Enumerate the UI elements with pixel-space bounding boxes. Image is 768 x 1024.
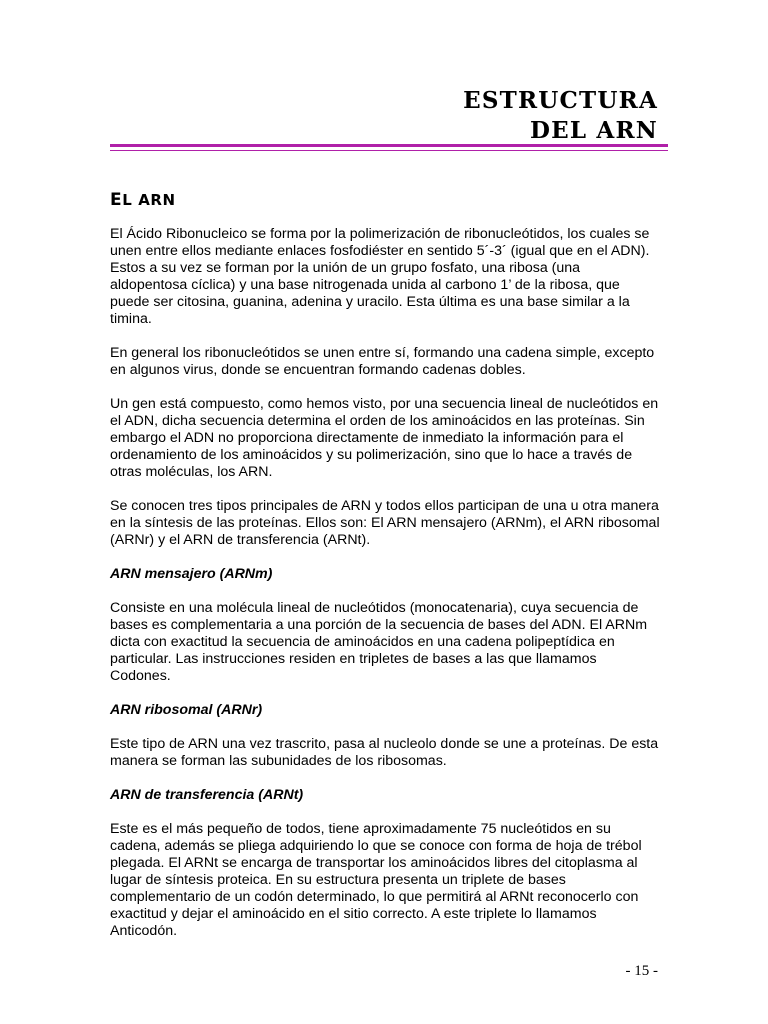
- title-line-1: ESTRUCTURA: [463, 87, 658, 114]
- subheading-arnm: ARN mensajero (ARNm): [110, 566, 273, 582]
- title-rule-thick: [110, 144, 668, 147]
- section-heading-initial: E: [110, 190, 123, 210]
- paragraph-gene: Un gen está compuesto, como hemos visto, por una secuencia lineal de nucleótidos en el ADN, dicha secuencia determina el orden de los aminoácidos en las proteínas. Sin embargo el ADN no proporciona directamente de inmediato la información para el ordenamiento de los aminoácidos y su polimerización, sino que lo hace a través de otras moléculas, los ARN.: [110, 396, 659, 480]
- paragraph-types: Se conocen tres tipos principales de ARN y todos ellos participan de una u otra manera en la síntesis de las proteínas. Ellos son: El ARN mensajero (ARNm), el ARN ribosomal (ARNr) y el ARN de transferencia (ARNt).: [110, 498, 660, 548]
- page-number: - 15 -: [625, 963, 658, 979]
- paragraph-arnt: Este es el más pequeño de todos, tiene aproximadamente 75 nucleótidos en su cadena, además se pliega adquiriendo lo que se conoce con forma de hoja de trébol plegada. El ARNt se encarga de transportar los aminoácidos libres del citoplasma al lugar de síntesis proteica. En su estructura presenta un triplete de bases complementario de un codón determinado, lo que permitirá al ARNt reconocerlo con exactitud y dejar el aminoácido en el sitio correcto. A este triplete lo llamamos Anticodón.: [110, 821, 642, 939]
- title-rule-thin: [110, 150, 668, 151]
- paragraph-chains: En general los ribonucleótidos se unen entre sí, formando una cadena simple, excepto en algunos virus, donde se encuentran formando cadenas dobles.: [110, 345, 655, 378]
- paragraph-arnm: Consiste en una molécula lineal de nucleótidos (monocatenaria), cuya secuencia de bases es complementaria a una porción de la secuencia de bases del ADN. El ARNm dicta con exactitud la secuencia de aminoácidos en una cadena polipeptídica en particular. Las instrucciones residen en tripletes de bases a las que llamamos Codones.: [110, 600, 648, 684]
- paragraph-arnr: Este tipo de ARN una vez trascrito, pasa al nucleolo donde se une a proteínas. De esta manera se forman las subunidades de los ribosomas.: [110, 736, 659, 769]
- page-title: [463, 86, 658, 146]
- document-body: [110, 190, 660, 957]
- subheading-arnt: ARN de transferencia (ARNt): [110, 787, 304, 803]
- subheading-arnr: ARN ribosomal (ARNr): [110, 702, 263, 718]
- title-line-2: DEL ARN: [529, 117, 658, 144]
- paragraph-intro: El Ácido Ribonucleico se forma por la polimerización de ribonucleótidos, los cuales se unen entre ellos mediante enlaces fosfodiéster en sentido 5´-3´ (igual que en el ADN). Estos a su vez se forman por la unión de un grupo fosfato, una ribosa (una aldopentosa cíclica) y una base nitrogenada unida al carbono 1’ de la ribosa, que puede ser citosina, guanina, adenina y uracilo. Esta última es una base similar a la timina.: [110, 226, 650, 327]
- section-heading-rest: L ARN: [122, 191, 176, 209]
- section-heading: [110, 190, 660, 210]
